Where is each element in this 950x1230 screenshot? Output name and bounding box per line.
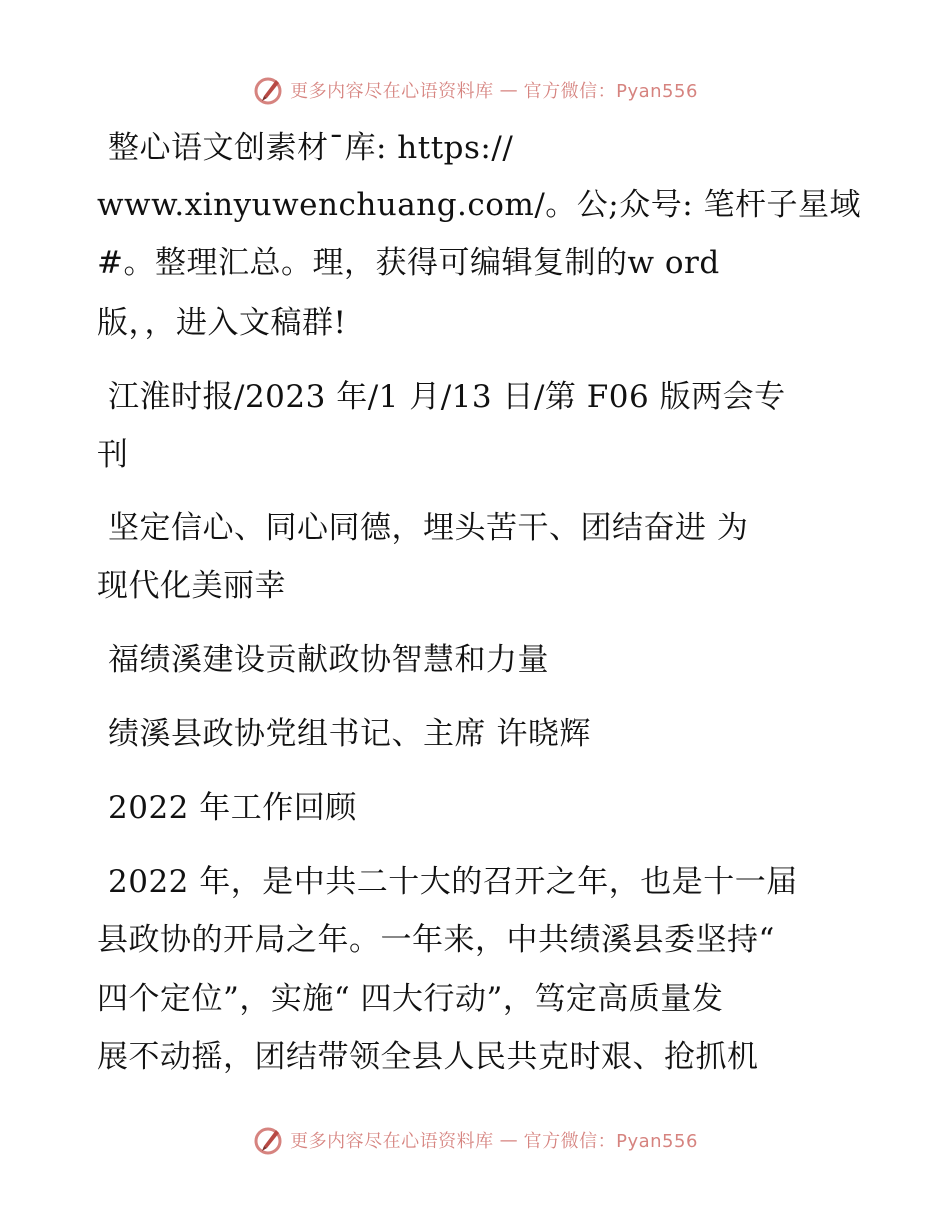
header-separator: — — [499, 79, 518, 101]
footer-banner — [0, 1120, 950, 1160]
header-banner — [0, 70, 950, 110]
doc-line-3: #。整理汇总。理，获得可编辑复制的w ord — [97, 245, 720, 281]
doc-line-2: www.xinyuwenchuang.com/。公;众号: 笔杆子星域 — [97, 187, 862, 223]
doc-line-1: 整心语文创素材¯库: https:// — [108, 130, 514, 166]
doc-line-6: 刊 — [97, 437, 129, 473]
doc-line-4: 版，，进入文稿群! — [97, 305, 347, 341]
doc-line-12: 2022 年，是中共二十大的召开之年，也是十一届 — [108, 864, 798, 900]
doc-line-15: 展不动摇，团结带领全县人民共克时艰、抢抓机 — [97, 1039, 759, 1075]
quill-logo-icon — [252, 74, 284, 106]
footer-separator: — — [499, 1129, 518, 1151]
doc-line-14: 四个定位”，实施“ 四大行动”，笃定高质量发 — [97, 981, 724, 1017]
header-brand-text: 更多内容尽在心语资料库 — [290, 81, 494, 102]
quill-logo-icon — [252, 1124, 284, 1156]
doc-line-9: 福绩溪建设贡献政协智慧和力量 — [108, 642, 549, 678]
header-contact-text: 官方微信：Pyan556 — [523, 81, 698, 102]
doc-line-13: 县政协的开局之年。一年来，中共绩溪县委坚持“ — [97, 922, 775, 958]
doc-line-10: 绩溪县政协党组书记、主席 许晓辉 — [108, 716, 591, 752]
footer-contact-text: 官方微信：Pyan556 — [523, 1131, 698, 1152]
doc-line-5: 江淮时报/2023 年/1 月/13 日/第 F06 版两会专 — [108, 379, 786, 415]
doc-line-8: 现代化美丽幸 — [97, 568, 286, 604]
footer-brand-text: 更多内容尽在心语资料库 — [290, 1131, 494, 1152]
doc-line-7: 坚定信心、同心同德，埋头苦干、团结奋进 为 — [108, 510, 749, 546]
doc-line-11: 2022 年工作回顾 — [108, 790, 357, 826]
